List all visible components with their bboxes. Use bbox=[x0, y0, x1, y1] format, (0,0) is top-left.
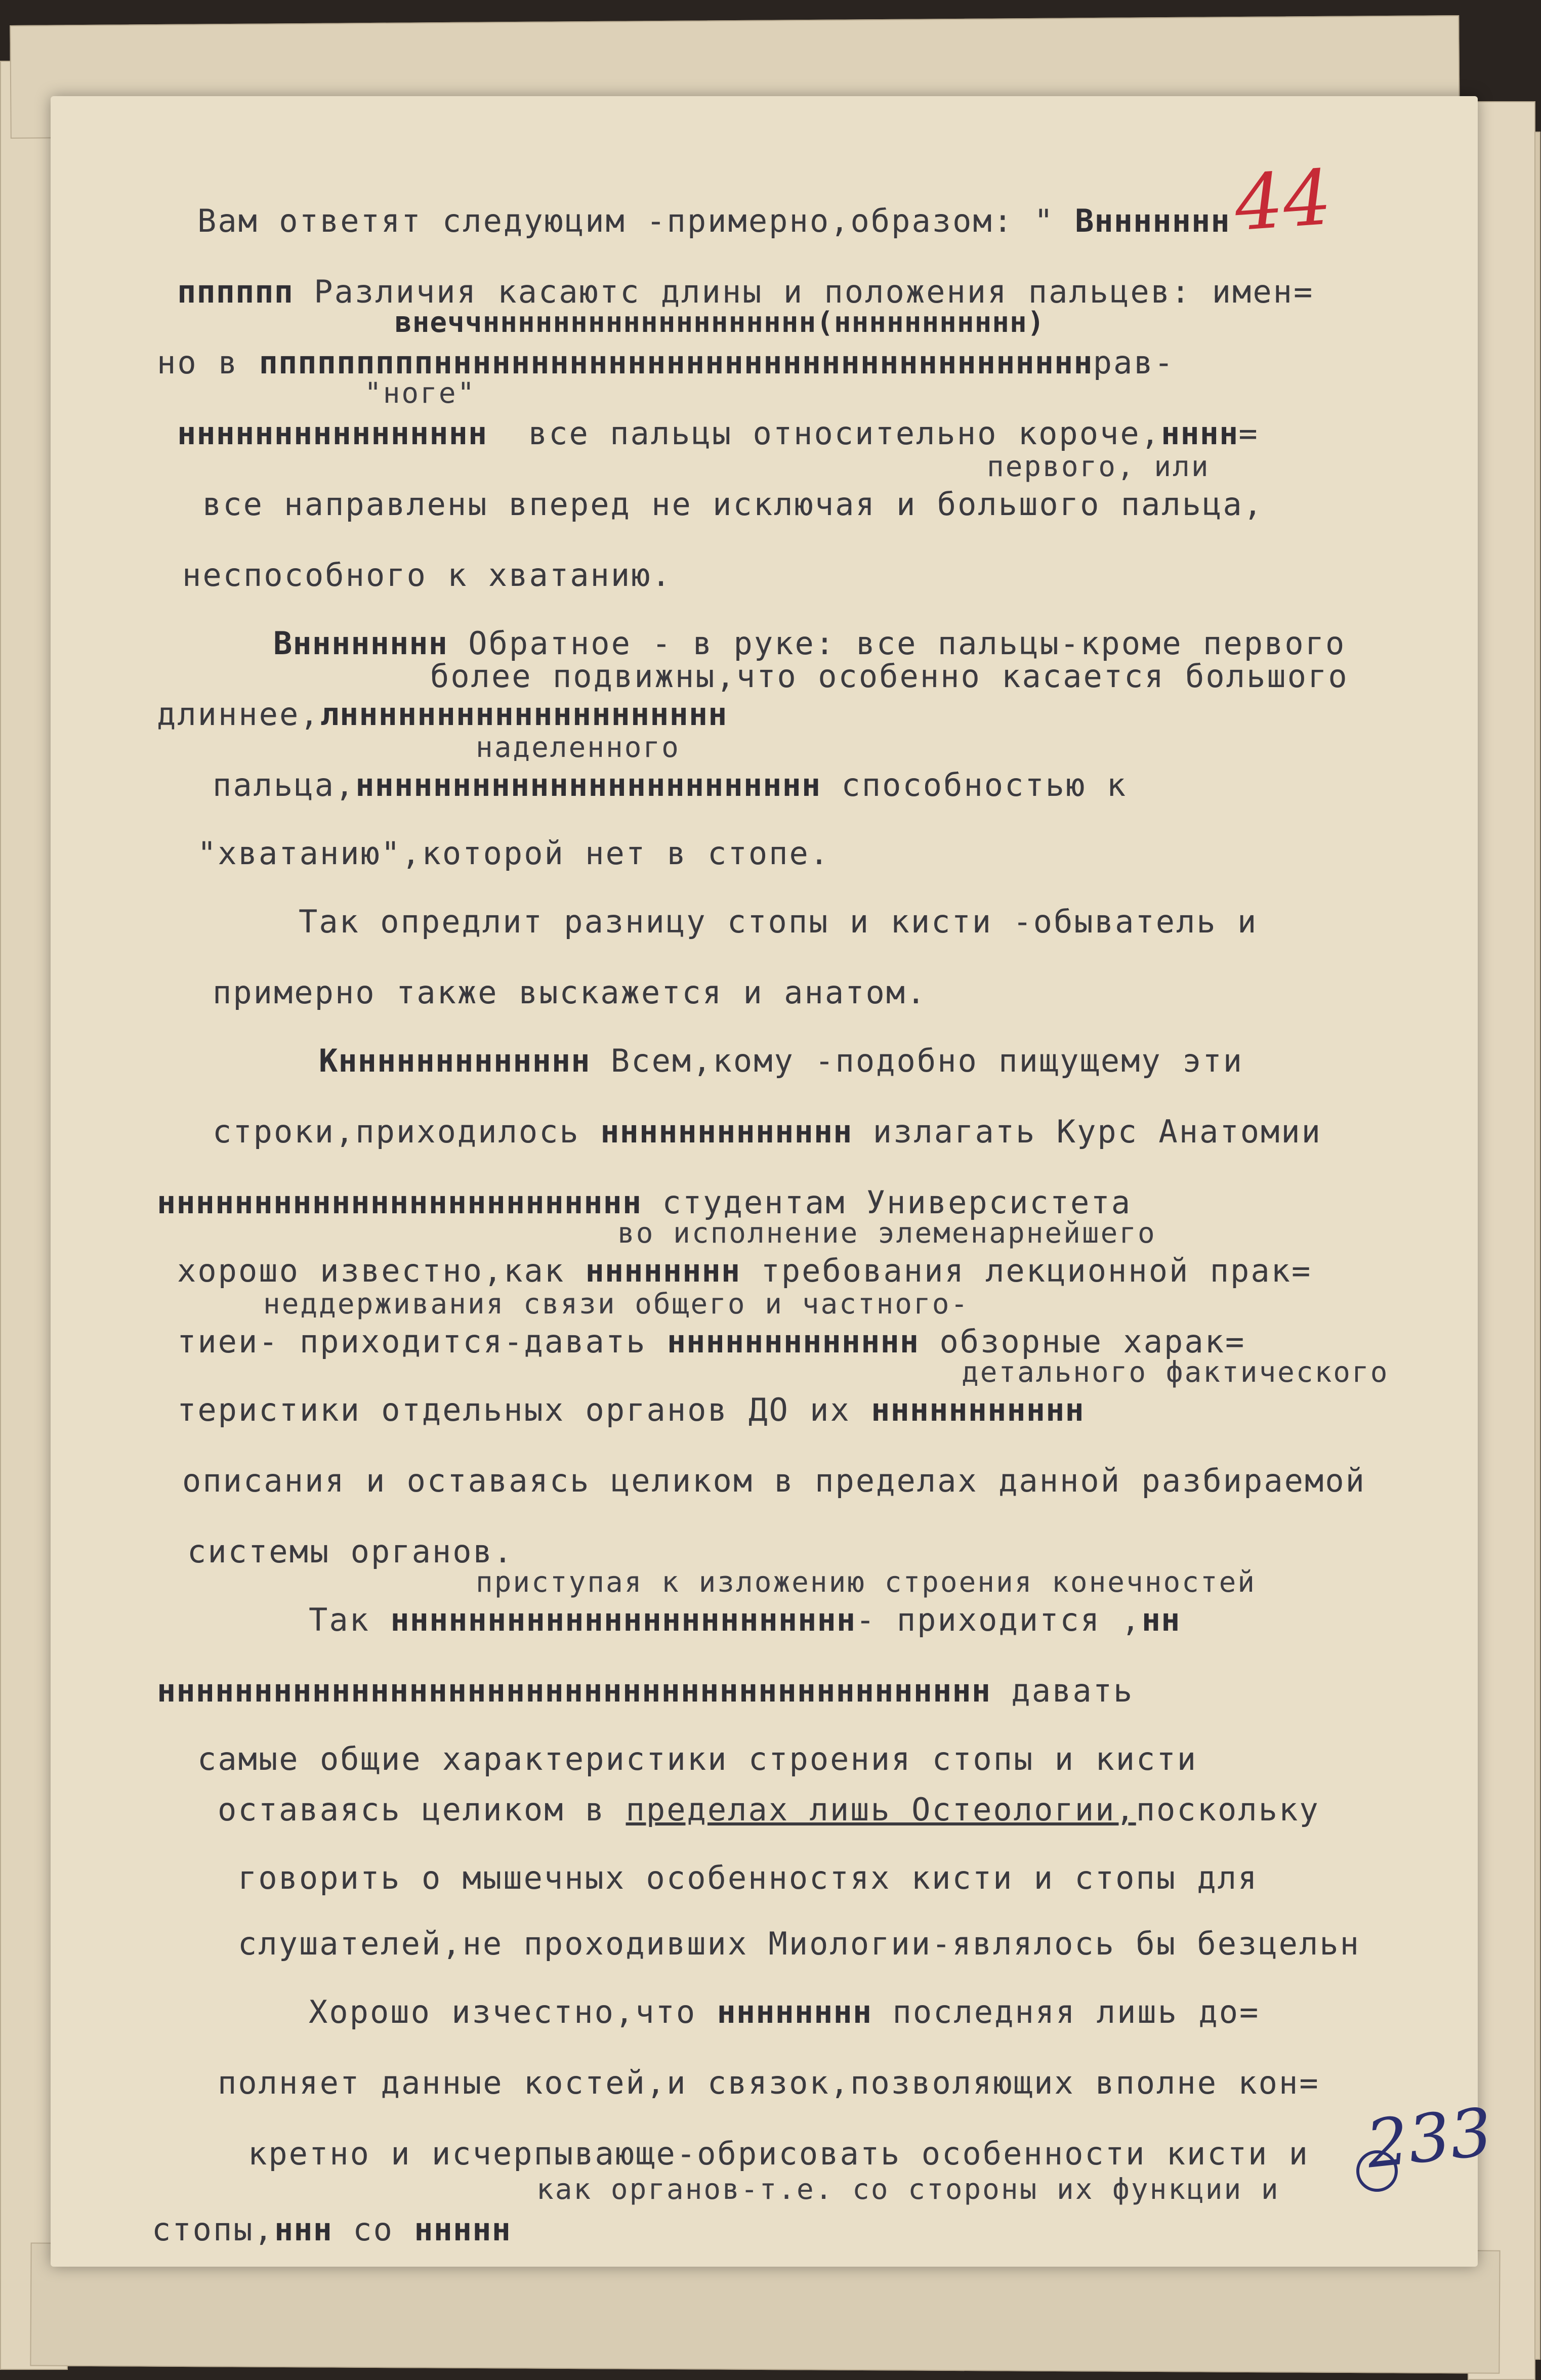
text-fragment: стопы, bbox=[152, 2211, 274, 2248]
text-fragment: последняя лишь до= bbox=[872, 1993, 1260, 2030]
text-fragment: - приходится , bbox=[856, 1601, 1142, 1638]
circle-mark bbox=[1356, 2150, 1398, 2192]
text-line bbox=[364, 377, 476, 410]
text-fragment: пальца, bbox=[213, 767, 356, 803]
text-line bbox=[157, 696, 728, 733]
text-fragment: полняет данные костей,и связок,позволяющих вполне кон= bbox=[218, 2064, 1320, 2101]
text-fragment: говорить о мышечных особенностях кисти и стопы для bbox=[238, 1859, 1259, 1896]
text-line bbox=[263, 1288, 969, 1321]
text-fragment: "хватанию",которой нет в стопе. bbox=[197, 835, 830, 872]
text-fragment: "ноге" bbox=[364, 377, 476, 410]
text-line bbox=[987, 450, 1210, 483]
struck-out-text: ннннннннннннннннннннннннннннннннннннннннннн bbox=[157, 1672, 991, 1709]
text-fragment: Хорошо изчестно,что bbox=[309, 1993, 717, 2030]
struck-out-text: ннннннннннннн bbox=[600, 1113, 853, 1150]
struck-out-text: нннннннннннннннннннннннн bbox=[355, 767, 821, 803]
text-line bbox=[177, 273, 1314, 310]
text-fragment: первого, или bbox=[987, 450, 1210, 483]
text-fragment: длиннее, bbox=[157, 696, 320, 733]
text-fragment: пределах лишь Остеологии, bbox=[626, 1791, 1136, 1828]
text-fragment: во исполнение элеменарнейшего bbox=[617, 1217, 1156, 1250]
text-line bbox=[218, 2064, 1320, 2101]
text-line bbox=[177, 415, 1259, 452]
struck-out-text: Внннннннн bbox=[273, 625, 448, 662]
text-fragment: Так опредлит разницу стопы и кисти -обыватель и bbox=[299, 903, 1258, 940]
struck-out-text: Кннннннннннннн bbox=[319, 1042, 591, 1079]
text-line bbox=[299, 903, 1258, 940]
text-fragment: Вам ответят следуюцим -примерно,образом: " bbox=[197, 202, 1075, 239]
text-fragment: теристики отдельных органов ДО их bbox=[177, 1391, 871, 1428]
text-line bbox=[218, 1791, 1320, 1828]
text-line bbox=[177, 1252, 1312, 1289]
text-line bbox=[309, 1993, 1260, 2030]
text-fragment: излагать Курс Анатомии bbox=[852, 1113, 1322, 1150]
struck-out-text: нн bbox=[1141, 1601, 1181, 1638]
text-fragment: со bbox=[332, 2211, 414, 2248]
struck-out-text: ннннннннннн bbox=[871, 1391, 1085, 1428]
text-fragment: обзорные харак= bbox=[919, 1323, 1246, 1360]
text-fragment: неддерживания связи общего и частного- bbox=[263, 1288, 970, 1321]
text-line bbox=[197, 202, 1230, 239]
text-fragment: самые общие характеристики строения стопы и кисти bbox=[197, 1740, 1198, 1777]
text-fragment: слушателей,не проходивших Миологии-являлось бы безцельн bbox=[238, 1925, 1360, 1962]
text-fragment: все направлены вперед не исключая и большого пальца, bbox=[202, 486, 1264, 523]
text-fragment: все пальцы относительно короче, bbox=[487, 415, 1161, 452]
struck-out-text: пппппп bbox=[177, 273, 294, 310]
text-fragment: Обратное - в руке: все пальцы-кроме первого bbox=[447, 625, 1346, 662]
text-fragment: системы органов. bbox=[187, 1533, 514, 1570]
text-line bbox=[202, 486, 1264, 523]
text-line bbox=[177, 1391, 1085, 1428]
text-line bbox=[182, 1462, 1366, 1499]
page-number-blue: 233 bbox=[1362, 2093, 1496, 2183]
text-fragment: давать bbox=[991, 1672, 1134, 1709]
struck-out-text: пппппппппнннннннннннннннннннннннннннннннннн bbox=[259, 344, 1093, 381]
text-line bbox=[273, 625, 1346, 662]
underlying-page-right-edge bbox=[1468, 101, 1535, 2380]
text-fragment: способностью к bbox=[821, 767, 1128, 803]
text-fragment: поскольку bbox=[1136, 1791, 1320, 1828]
text-line bbox=[152, 2211, 511, 2248]
text-fragment: требования лекционной прак= bbox=[740, 1252, 1312, 1289]
text-fragment: студентам Универсистета bbox=[642, 1184, 1132, 1221]
text-fragment: Всем,кому -подобно пищущему эти bbox=[590, 1042, 1244, 1079]
struck-out-text: нннннннн bbox=[585, 1252, 741, 1289]
text-line bbox=[476, 731, 680, 764]
text-fragment: наделенного bbox=[476, 731, 680, 764]
struck-out-text: ннннннннннннн bbox=[667, 1323, 920, 1360]
text-fragment: неспособного к хватанию. bbox=[182, 557, 672, 593]
text-fragment: оставаясь целиком в bbox=[218, 1791, 626, 1828]
struck-out-text: нннннннннннннннннннннннн bbox=[390, 1601, 856, 1638]
text-line bbox=[213, 767, 1127, 803]
text-line bbox=[476, 1566, 1256, 1599]
text-fragment: примерно также выскажется и анатом. bbox=[213, 974, 927, 1011]
text-fragment: детального фактического bbox=[962, 1356, 1389, 1389]
text-line bbox=[962, 1356, 1389, 1389]
text-fragment: более подвижны,что особенно касается большого bbox=[430, 658, 1349, 695]
text-line bbox=[395, 306, 1045, 339]
struck-out-text: Вннннннн bbox=[1075, 202, 1230, 239]
text-line bbox=[157, 1672, 1134, 1709]
text-line bbox=[187, 1533, 514, 1570]
struck-out-text: ннн bbox=[274, 2211, 332, 2248]
text-fragment: приступая к изложению строения конечностей bbox=[476, 1566, 1257, 1599]
text-line bbox=[197, 835, 830, 872]
page-number-red: 44 bbox=[1232, 153, 1335, 248]
text-fragment: Так bbox=[309, 1601, 391, 1638]
text-fragment: описания и оставаясь целиком в пределах данной разбираемой bbox=[182, 1462, 1366, 1499]
text-fragment: кретно и исчерпывающе-обрисовать особенности кисти и bbox=[248, 2135, 1310, 2172]
text-line bbox=[309, 1601, 1180, 1638]
text-line bbox=[536, 2173, 1280, 2206]
text-fragment: Различия касаютс длины и положения пальцев: имен= bbox=[293, 273, 1314, 310]
text-line bbox=[177, 1323, 1245, 1360]
struck-out-text: внеччннннннннннннннннннн(ннннннннннн) bbox=[395, 306, 1045, 339]
text-fragment: но в bbox=[157, 344, 259, 381]
text-line bbox=[430, 658, 1349, 695]
struck-out-text: ннннн bbox=[414, 2211, 511, 2248]
struck-out-text: лнннннннннннннннннннн bbox=[320, 696, 728, 733]
text-fragment: строки,приходилось bbox=[213, 1113, 601, 1150]
struck-out-text: нннннннн bbox=[717, 1993, 872, 2030]
text-line bbox=[213, 974, 927, 1011]
text-line bbox=[238, 1859, 1258, 1896]
text-line bbox=[319, 1042, 1243, 1079]
text-line bbox=[157, 344, 1175, 381]
text-fragment: хорошо известно,как bbox=[177, 1252, 586, 1289]
struck-out-text: нннн bbox=[1161, 415, 1239, 452]
text-fragment: = bbox=[1238, 415, 1259, 452]
text-line bbox=[238, 1925, 1360, 1962]
struck-out-text: ннннннннннннннннннннннннн bbox=[157, 1184, 642, 1221]
text-fragment: как органов-т.е. со стороны их функции и bbox=[536, 2173, 1280, 2206]
text-line bbox=[213, 1113, 1322, 1150]
text-fragment: рав- bbox=[1093, 344, 1175, 381]
text-line bbox=[197, 1740, 1197, 1777]
struck-out-text: нннннннннннннннн bbox=[177, 415, 488, 452]
text-line bbox=[617, 1217, 1156, 1250]
text-line bbox=[157, 1184, 1132, 1221]
text-fragment: тиеи- приходится-давать bbox=[177, 1323, 667, 1360]
text-line bbox=[248, 2135, 1309, 2172]
text-line bbox=[182, 557, 672, 593]
